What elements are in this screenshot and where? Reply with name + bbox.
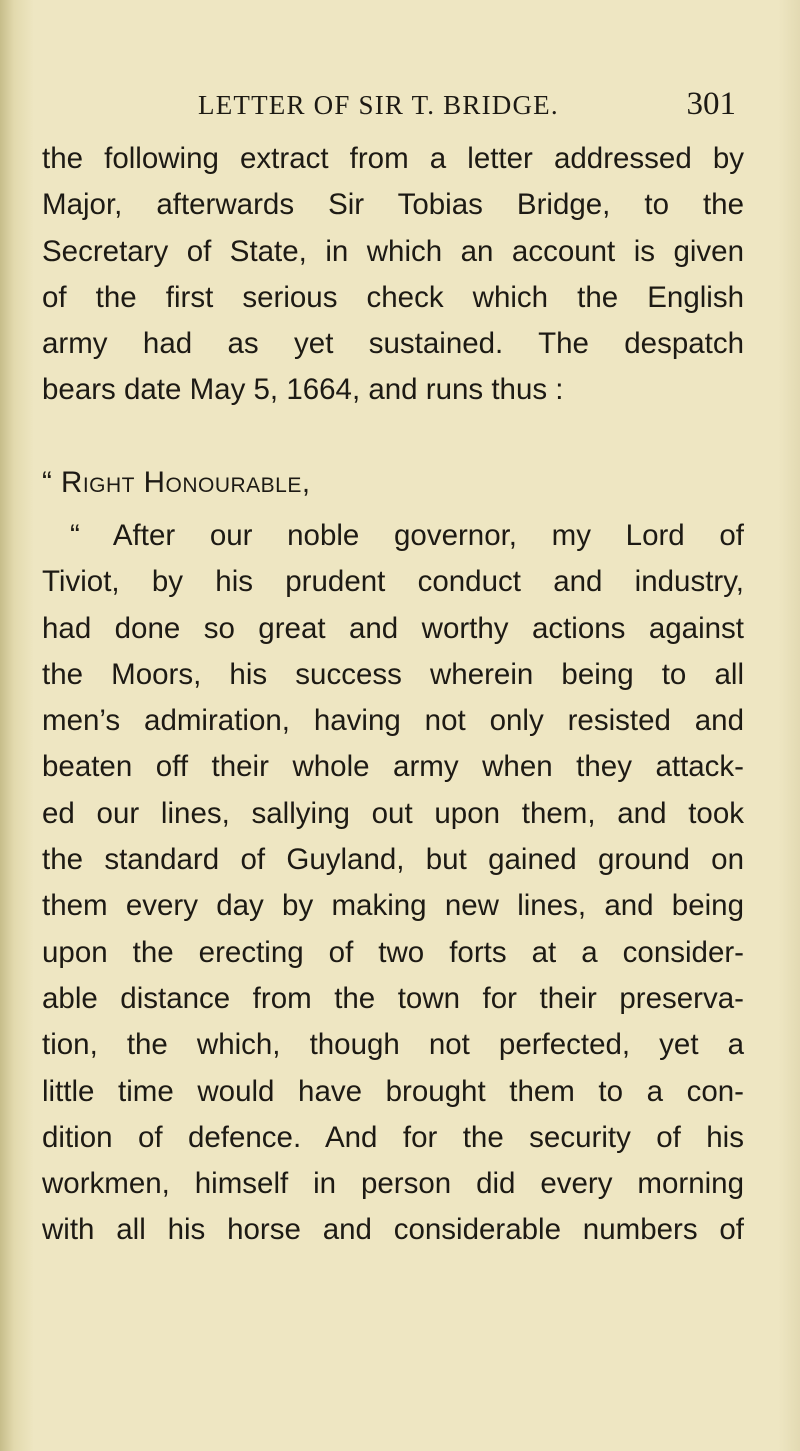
text-line: army had as yet sustained. The despatch bbox=[42, 327, 744, 361]
text-line: Major, afterwards Sir Tobias Bridge, to the bbox=[42, 188, 744, 222]
text-line: bears date May 5, 1664, and runs thus : bbox=[42, 373, 564, 407]
text-line: men’s admiration, having not only resisted and bbox=[42, 704, 744, 738]
text-line: had done so great and worthy actions against bbox=[42, 611, 744, 645]
text-line: workmen, himself in person did every morning bbox=[42, 1167, 744, 1201]
text-line: the Moors, his success wherein being to all bbox=[42, 657, 744, 691]
letter-paragraph bbox=[42, 513, 744, 1254]
intro-paragraph bbox=[42, 136, 744, 414]
text-line: tion, the which, though not perfected, yet a bbox=[42, 1028, 744, 1062]
text-line: Secretary of State, in which an account is given bbox=[42, 234, 744, 268]
text-line: with all his horse and considerable numbers of bbox=[42, 1213, 744, 1247]
text-line: the following extract from a letter addressed by bbox=[42, 142, 744, 175]
letter-salutation: “ Right Honourable, bbox=[42, 466, 311, 499]
text-line: ed our lines, sallying out upon them, and took bbox=[42, 796, 744, 830]
text-line: little time would have brought them to a con- bbox=[42, 1074, 744, 1108]
text-line: upon the erecting of two forts at a consider- bbox=[42, 935, 744, 969]
running-head: LETTER OF SIR T. BRIDGE. bbox=[198, 90, 559, 120]
text-line: of the first serious check which the English bbox=[42, 280, 744, 314]
text-line: Tiviot, by his prudent conduct and industry, bbox=[42, 565, 744, 599]
text-line: beaten off their whole army when they attack- bbox=[42, 750, 744, 784]
page-number: 301 bbox=[686, 86, 736, 122]
text-line: “ After our noble governor, my Lord of bbox=[70, 519, 744, 552]
text-line: the standard of Guyland, but gained ground on bbox=[42, 843, 744, 877]
text-line: dition of defence. And for the security of his bbox=[42, 1120, 744, 1154]
text-line: them every day by making new lines, and being bbox=[42, 889, 744, 923]
text-line: able distance from the town for their preserva- bbox=[42, 981, 744, 1015]
page-header bbox=[198, 86, 736, 126]
